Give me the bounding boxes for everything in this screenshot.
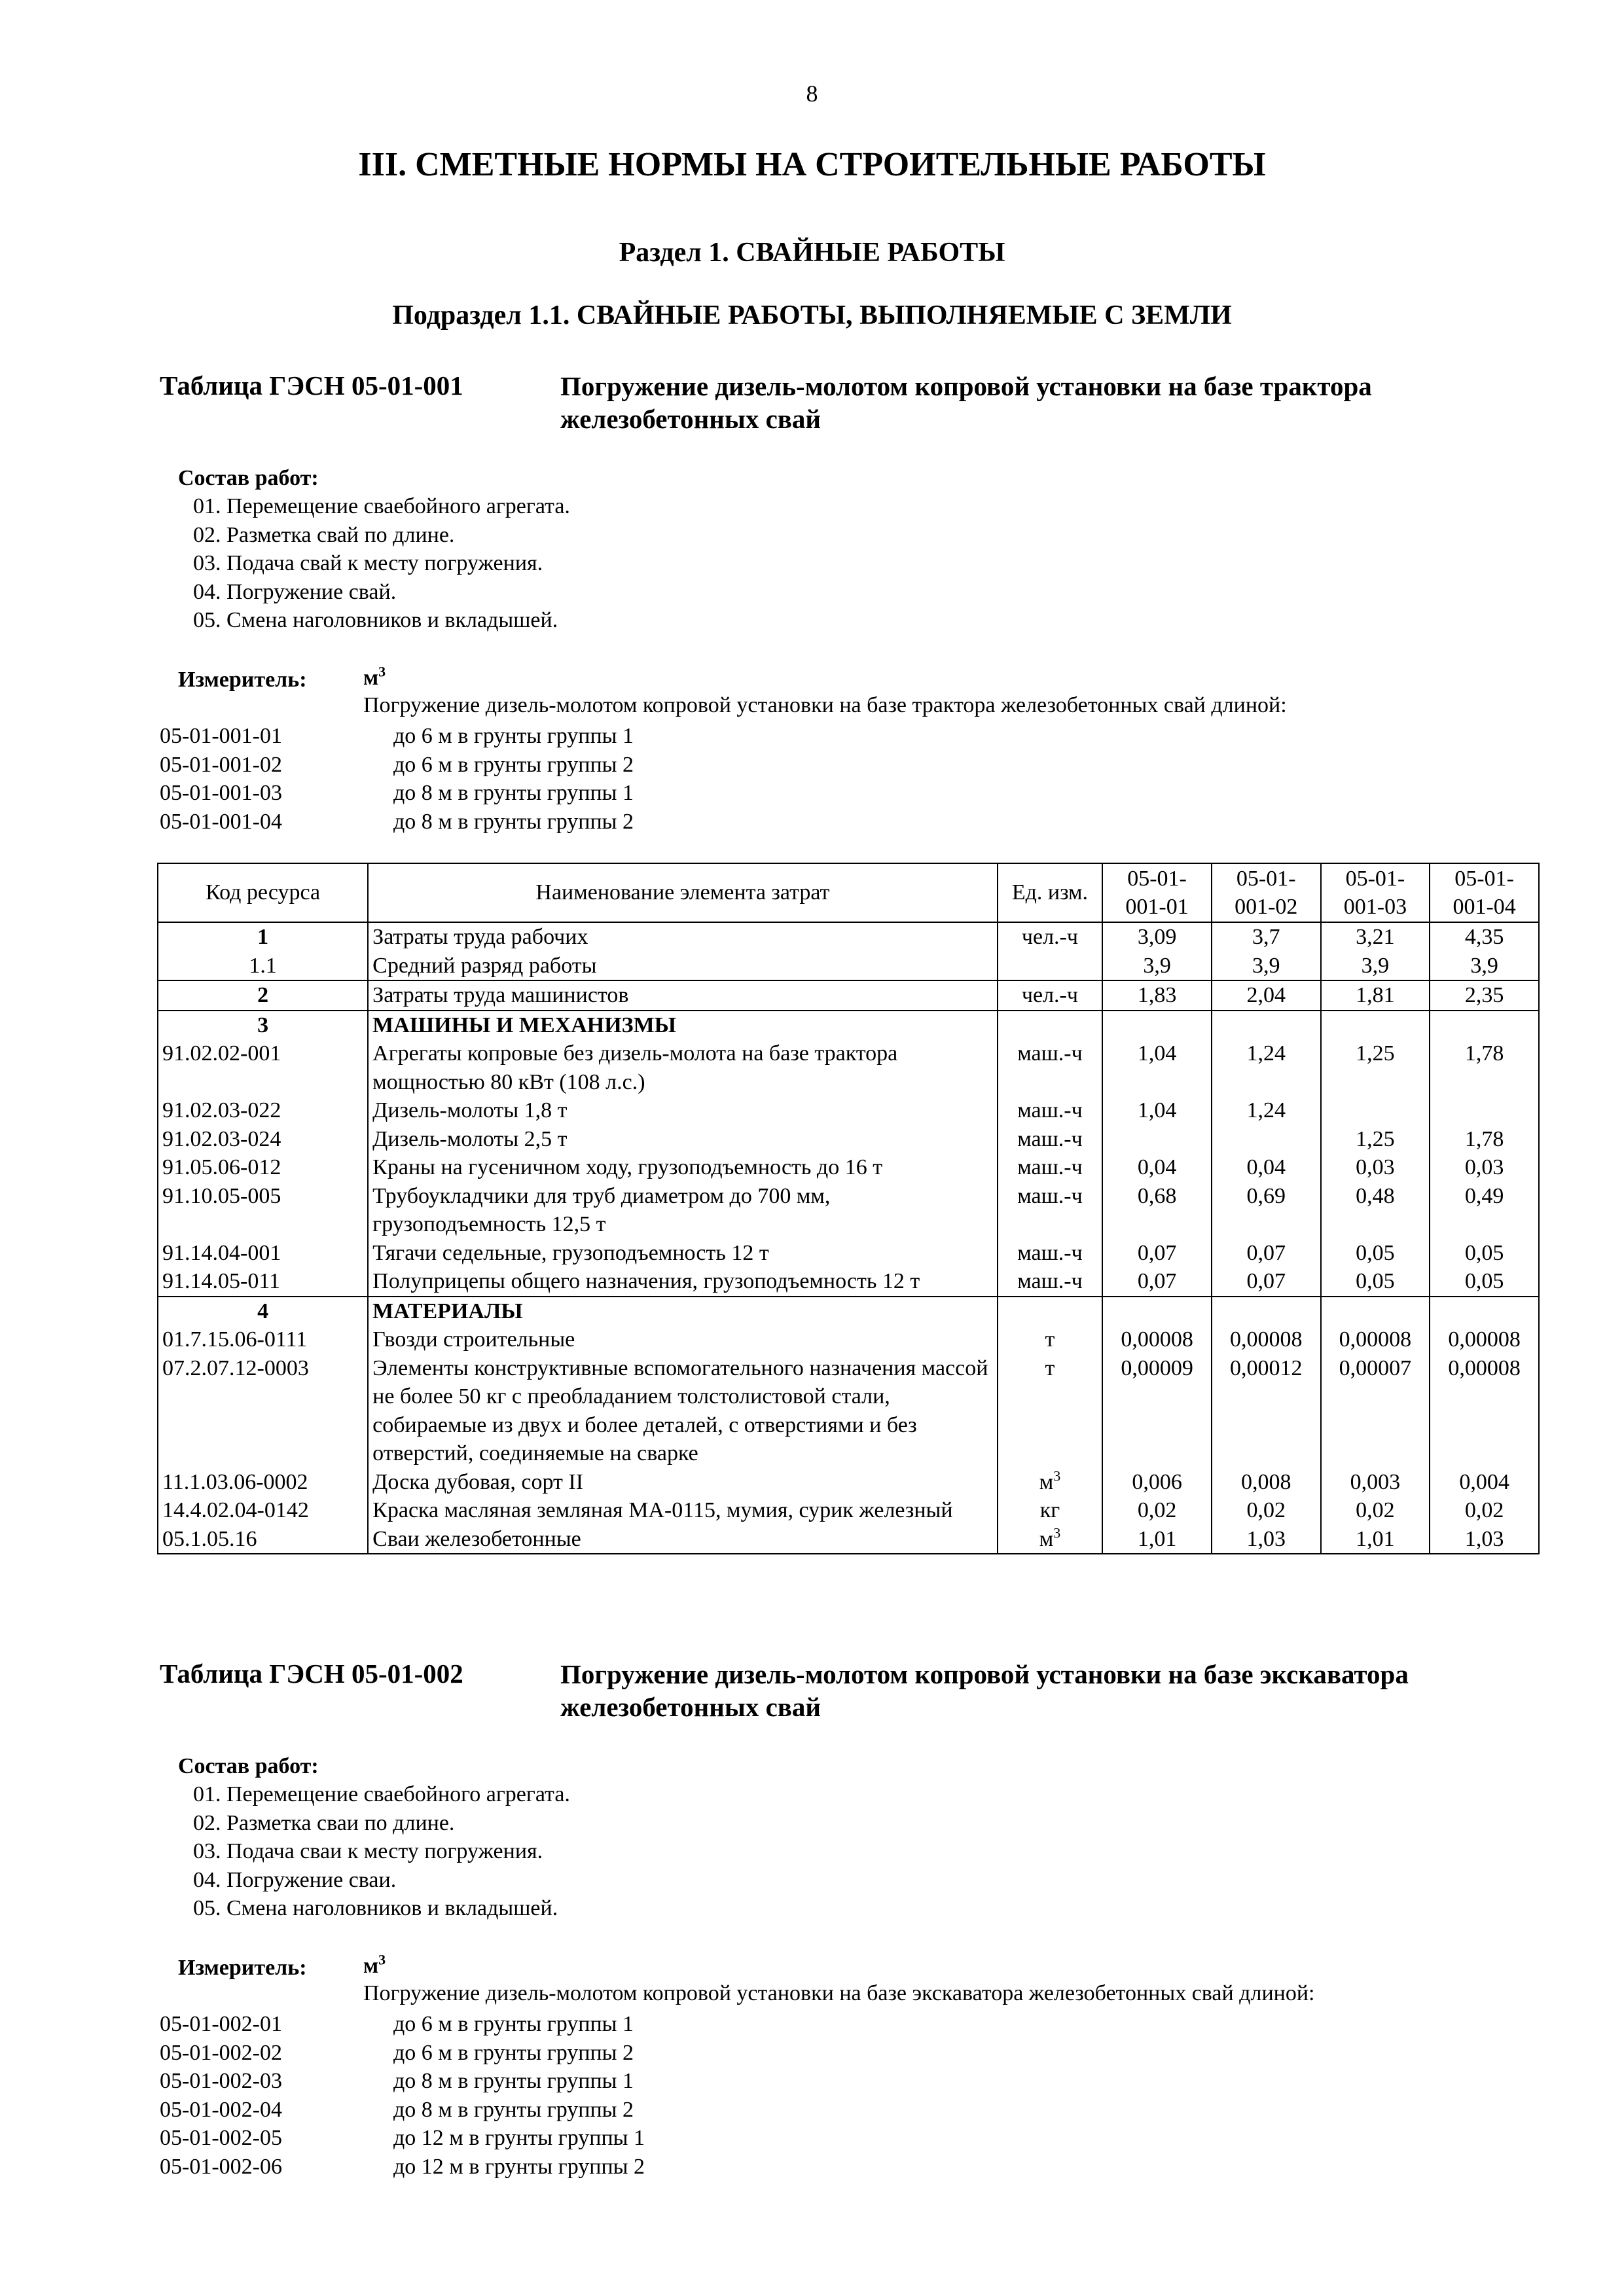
resource-value: 0,03 — [1430, 1153, 1539, 1182]
table-row — [158, 1496, 1539, 1525]
resource-code: 07.2.07.12-0003 — [158, 1354, 368, 1468]
table-row — [158, 1267, 1539, 1297]
work-list — [193, 492, 570, 635]
table-row — [158, 922, 1539, 952]
resource-value: 0,00008 — [1430, 1354, 1539, 1468]
resource-unit: маш.-ч — [998, 1153, 1103, 1182]
resource-value — [1430, 1297, 1539, 1326]
table-row — [158, 980, 1539, 1011]
resource-code: 11.1.03.06-0002 — [158, 1468, 368, 1497]
variant-text: до 8 м в грунты группы 1 — [393, 781, 634, 805]
resource-value: 0,07 — [1102, 1267, 1212, 1297]
variant-text: до 12 м в грунты группы 1 — [393, 2126, 645, 2150]
resource-value: 0,05 — [1430, 1267, 1539, 1297]
resource-value: 3,9 — [1321, 952, 1430, 981]
variant-row — [160, 751, 1403, 780]
variant-list — [160, 722, 1403, 836]
work-item: 03. Подача свай к месту погружения. — [193, 551, 543, 575]
resource-value: 0,00012 — [1212, 1354, 1321, 1468]
table-row — [158, 1125, 1539, 1154]
resource-value: 0,00008 — [1430, 1325, 1539, 1354]
header-code: Код ресурса — [158, 863, 368, 922]
document-heading: III. СМЕТНЫЕ НОРМЫ НА СТРОИТЕЛЬНЫЕ РАБОТЫ — [358, 146, 1266, 183]
header-name: Наименование элемента затрат — [368, 863, 997, 922]
resource-value: 0,00009 — [1102, 1354, 1212, 1468]
work-item: 01. Перемещение сваебойного агрегата. — [193, 1782, 570, 1806]
variant-row — [160, 722, 1403, 751]
resource-value — [1321, 1297, 1430, 1326]
resource-code: 91.14.05-011 — [158, 1267, 368, 1297]
variant-code: 05-01-002-01 — [160, 2012, 282, 2036]
header-variant-4: 05-01-001-04 — [1430, 863, 1539, 922]
resource-value: 1,81 — [1321, 980, 1430, 1011]
variant-text: до 8 м в грунты группы 2 — [393, 809, 634, 834]
resource-value: 1,24 — [1212, 1039, 1321, 1096]
header-unit: Ед. изм. — [998, 863, 1103, 922]
header-variant-1: 05-01-001-01 — [1102, 863, 1212, 922]
table-row — [158, 1325, 1539, 1354]
resource-code: 01.7.15.06-0111 — [158, 1325, 368, 1354]
resource-code: 1.1 — [158, 952, 368, 981]
resource-value: 1,03 — [1430, 1525, 1539, 1554]
table-row — [158, 952, 1539, 981]
resource-value: 2,04 — [1212, 980, 1321, 1011]
resource-value: 0,04 — [1212, 1153, 1321, 1182]
resource-name: Дизель-молоты 1,8 т — [368, 1096, 997, 1125]
resource-value — [1102, 1125, 1212, 1154]
resource-value: 1,01 — [1102, 1525, 1212, 1554]
work-item: 02. Разметка свай по длине. — [193, 522, 455, 547]
table-row — [158, 1354, 1539, 1468]
resource-value: 0,05 — [1321, 1267, 1430, 1297]
resource-value: 0,00008 — [1102, 1325, 1212, 1354]
work-item: 04. Погружение свай. — [193, 579, 397, 604]
variant-text: до 6 м в грунты группы 1 — [393, 2012, 634, 2036]
resource-value: 2,35 — [1430, 980, 1539, 1011]
resource-unit: маш.-ч — [998, 1267, 1103, 1297]
variant-code: 05-01-001-04 — [160, 809, 282, 834]
resource-name: Тягачи седельные, грузоподъемность 12 т — [368, 1239, 997, 1268]
table-row — [158, 1468, 1539, 1497]
variant-row — [160, 2067, 1403, 2096]
resource-name: Элементы конструктивные вспомогательного назначения массой не более 50 кг с преобладанием толстолистовой стали, собираемые из двух и более деталей, с отверстиями и без отверстий, соединяемые на сварке — [368, 1354, 997, 1468]
variant-text: до 6 м в грунты группы 2 — [393, 2040, 634, 2065]
resource-value: 0,07 — [1212, 1239, 1321, 1268]
resource-value: 0,02 — [1430, 1496, 1539, 1525]
variant-code: 05-01-002-03 — [160, 2069, 282, 2093]
table-row — [158, 1239, 1539, 1268]
resource-name: Агрегаты копровые без дизель-молота на базе трактора мощностью 80 кВт (108 л.с.) — [368, 1039, 997, 1096]
resource-name: Сваи железобетонные — [368, 1525, 997, 1554]
resource-unit: т — [998, 1325, 1103, 1354]
variant-row — [160, 808, 1403, 836]
resource-unit: кг — [998, 1496, 1103, 1525]
resource-value: 0,00008 — [1212, 1325, 1321, 1354]
table-label: Таблица ГЭСН 05-01-001 — [160, 370, 463, 401]
resource-code: 91.02.03-024 — [158, 1125, 368, 1154]
meter-unit: $м^3$ — [363, 1951, 386, 1978]
resource-value: 0,02 — [1212, 1496, 1321, 1525]
resource-value: 0,05 — [1321, 1239, 1430, 1268]
resource-value: 1,04 — [1102, 1096, 1212, 1125]
variant-code: 05-01-002-06 — [160, 2154, 282, 2179]
resource-value: 0,05 — [1430, 1239, 1539, 1268]
meter-description: Погружение дизель-молотом копровой установки на базе трактора железобетонных свай длиной: — [363, 693, 1287, 717]
variant-text: до 6 м в грунты группы 2 — [393, 752, 634, 777]
work-item: 03. Подача сваи к месту погружения. — [193, 1839, 543, 1863]
variant-row — [160, 2153, 1403, 2181]
resource-value: 3,9 — [1212, 952, 1321, 981]
resource-value: 1,83 — [1102, 980, 1212, 1011]
table-row — [158, 1096, 1539, 1125]
resource-name: Затраты труда машинистов — [368, 980, 997, 1011]
table-header-row — [158, 863, 1539, 922]
resource-code: 91.02.02-001 — [158, 1039, 368, 1096]
table-row — [158, 1182, 1539, 1239]
resource-value: 1,01 — [1321, 1525, 1430, 1554]
variant-row — [160, 2096, 1403, 2125]
resource-name: МАТЕРИАЛЫ — [368, 1297, 997, 1326]
resource-value: 0,03 — [1321, 1153, 1430, 1182]
variant-code: 05-01-002-04 — [160, 2097, 282, 2122]
variant-text: до 8 м в грунты группы 1 — [393, 2069, 634, 2093]
resource-name: Краска масляная земляная МА-0115, мумия, сурик железный — [368, 1496, 997, 1525]
variant-text: до 12 м в грунты группы 2 — [393, 2154, 645, 2179]
work-item: 05. Смена наголовников и вкладышей. — [193, 608, 558, 632]
resource-value — [1430, 1096, 1539, 1125]
resource-value: 1,03 — [1212, 1525, 1321, 1554]
resource-unit — [998, 1011, 1103, 1040]
resource-value: 3,9 — [1430, 952, 1539, 981]
resource-unit: чел.-ч — [998, 980, 1103, 1011]
resource-value — [1102, 1011, 1212, 1040]
table-row — [158, 1297, 1539, 1326]
variant-text: до 8 м в грунты группы 2 — [393, 2097, 634, 2122]
table-row — [158, 1011, 1539, 1040]
resource-value: 0,006 — [1102, 1468, 1212, 1497]
resource-value: 0,00007 — [1321, 1354, 1430, 1468]
resource-value — [1212, 1125, 1321, 1154]
variant-text: до 6 м в грунты группы 1 — [393, 724, 634, 748]
resource-table — [157, 863, 1540, 1554]
resource-value: 1,78 — [1430, 1039, 1539, 1096]
resource-unit: $м^3$ — [998, 1525, 1103, 1554]
resource-value: 0,04 — [1102, 1153, 1212, 1182]
work-item: 02. Разметка сваи по длине. — [193, 1810, 455, 1835]
resource-name: Доска дубовая, сорт II — [368, 1468, 997, 1497]
resource-name: Средний разряд работы — [368, 952, 997, 981]
resource-value — [1102, 1297, 1212, 1326]
resource-code: 91.10.05-005 — [158, 1182, 368, 1239]
table-title: Погружение дизель-молотом копровой установки на базе трактора железобетонных свай — [560, 371, 1372, 434]
resource-value: 0,68 — [1102, 1182, 1212, 1239]
meter-description: Погружение дизель-молотом копровой установки на базе экскаватора железобетонных свай длиной: — [363, 1981, 1315, 2005]
resource-code: 05.1.05.16 — [158, 1525, 368, 1554]
variant-row — [160, 2124, 1403, 2153]
resource-value: 4,35 — [1430, 922, 1539, 952]
variant-code: 05-01-001-02 — [160, 752, 282, 777]
meter-label: Измеритель: — [178, 668, 307, 692]
variant-row — [160, 2010, 1403, 2039]
resource-value — [1212, 1297, 1321, 1326]
resource-code: 4 — [158, 1297, 368, 1326]
resource-value — [1212, 1011, 1321, 1040]
resource-code: 3 — [158, 1011, 368, 1040]
resource-value: 0,004 — [1430, 1468, 1539, 1497]
resource-value: 1,24 — [1212, 1096, 1321, 1125]
table-row — [158, 1039, 1539, 1096]
subsection-heading: Подраздел 1.1. СВАЙНЫЕ РАБОТЫ, ВЫПОЛНЯЕМЫЕ С ЗЕМЛИ — [392, 300, 1232, 331]
resource-code: 91.05.06-012 — [158, 1153, 368, 1182]
resource-value: 1,25 — [1321, 1039, 1430, 1096]
variant-code: 05-01-002-05 — [160, 2126, 282, 2150]
work-composition-heading: Состав работ: — [178, 466, 319, 490]
resource-unit: маш.-ч — [998, 1182, 1103, 1239]
resource-value: 0,48 — [1321, 1182, 1430, 1239]
meter-label: Измеритель: — [178, 1956, 307, 1980]
resource-name: Затраты труда рабочих — [368, 922, 997, 952]
work-item: 05. Смена наголовников и вкладышей. — [193, 1896, 558, 1920]
resource-value: 1,04 — [1102, 1039, 1212, 1096]
header-variant-3: 05-01-001-03 — [1321, 863, 1430, 922]
variant-row — [160, 779, 1403, 808]
variant-code: 05-01-002-02 — [160, 2040, 282, 2065]
resource-unit: чел.-ч — [998, 922, 1103, 952]
resource-value: 0,07 — [1102, 1239, 1212, 1268]
resource-unit — [998, 952, 1103, 981]
resource-value — [1430, 1011, 1539, 1040]
resource-value: 1,78 — [1430, 1125, 1539, 1154]
resource-value — [1321, 1011, 1430, 1040]
resource-code: 2 — [158, 980, 368, 1011]
resource-name: Полуприцепы общего назначения, грузоподъемность 12 т — [368, 1267, 997, 1297]
variant-list — [160, 2010, 1403, 2181]
resource-value: 3,7 — [1212, 922, 1321, 952]
resource-value: 1,25 — [1321, 1125, 1430, 1154]
meter-unit: $м^3$ — [363, 663, 386, 690]
work-composition-heading: Состав работ: — [178, 1754, 319, 1778]
table-row — [158, 1525, 1539, 1554]
table-label: Таблица ГЭСН 05-01-002 — [160, 1659, 463, 1689]
resource-unit: т — [998, 1354, 1103, 1468]
table-title: Погружение дизель-молотом копровой установки на базе экскаватора железобетонных свай — [560, 1659, 1409, 1722]
resource-value: 3,09 — [1102, 922, 1212, 952]
resource-unit: маш.-ч — [998, 1096, 1103, 1125]
page-number: 8 — [806, 81, 818, 107]
section-heading: Раздел 1. СВАЙНЫЕ РАБОТЫ — [619, 238, 1005, 268]
work-list — [193, 1780, 570, 1923]
resource-name: Трубоукладчики для труб диаметром до 700 мм, грузоподъемность 12,5 т — [368, 1182, 997, 1239]
header-variant-2: 05-01-001-02 — [1212, 863, 1321, 922]
resource-name: МАШИНЫ И МЕХАНИЗМЫ — [368, 1011, 997, 1040]
resource-value: 0,008 — [1212, 1468, 1321, 1497]
resource-value: 3,9 — [1102, 952, 1212, 981]
work-item: 01. Перемещение сваебойного агрегата. — [193, 494, 570, 518]
resource-value — [1321, 1096, 1430, 1125]
resource-code: 14.4.02.04-0142 — [158, 1496, 368, 1525]
resource-value: 0,00008 — [1321, 1325, 1430, 1354]
resource-unit — [998, 1297, 1103, 1326]
resource-code: 1 — [158, 922, 368, 952]
resource-code: 91.02.03-022 — [158, 1096, 368, 1125]
resource-unit: маш.-ч — [998, 1239, 1103, 1268]
resource-value: 0,02 — [1102, 1496, 1212, 1525]
variant-code: 05-01-001-03 — [160, 781, 282, 805]
resource-value: 0,07 — [1212, 1267, 1321, 1297]
variant-row — [160, 2039, 1403, 2068]
work-item: 04. Погружение сваи. — [193, 1867, 397, 1892]
resource-code: 91.14.04-001 — [158, 1239, 368, 1268]
resource-value: 3,21 — [1321, 922, 1430, 952]
resource-value: 0,02 — [1321, 1496, 1430, 1525]
resource-value: 0,69 — [1212, 1182, 1321, 1239]
resource-name: Дизель-молоты 2,5 т — [368, 1125, 997, 1154]
table-row — [158, 1153, 1539, 1182]
variant-code: 05-01-001-01 — [160, 724, 282, 748]
resource-value: 0,49 — [1430, 1182, 1539, 1239]
resource-unit: $м^3$ — [998, 1468, 1103, 1497]
resource-value: 0,003 — [1321, 1468, 1430, 1497]
resource-name: Гвозди строительные — [368, 1325, 997, 1354]
resource-unit: маш.-ч — [998, 1039, 1103, 1096]
resource-name: Краны на гусеничном ходу, грузоподъемность до 16 т — [368, 1153, 997, 1182]
resource-unit: маш.-ч — [998, 1125, 1103, 1154]
